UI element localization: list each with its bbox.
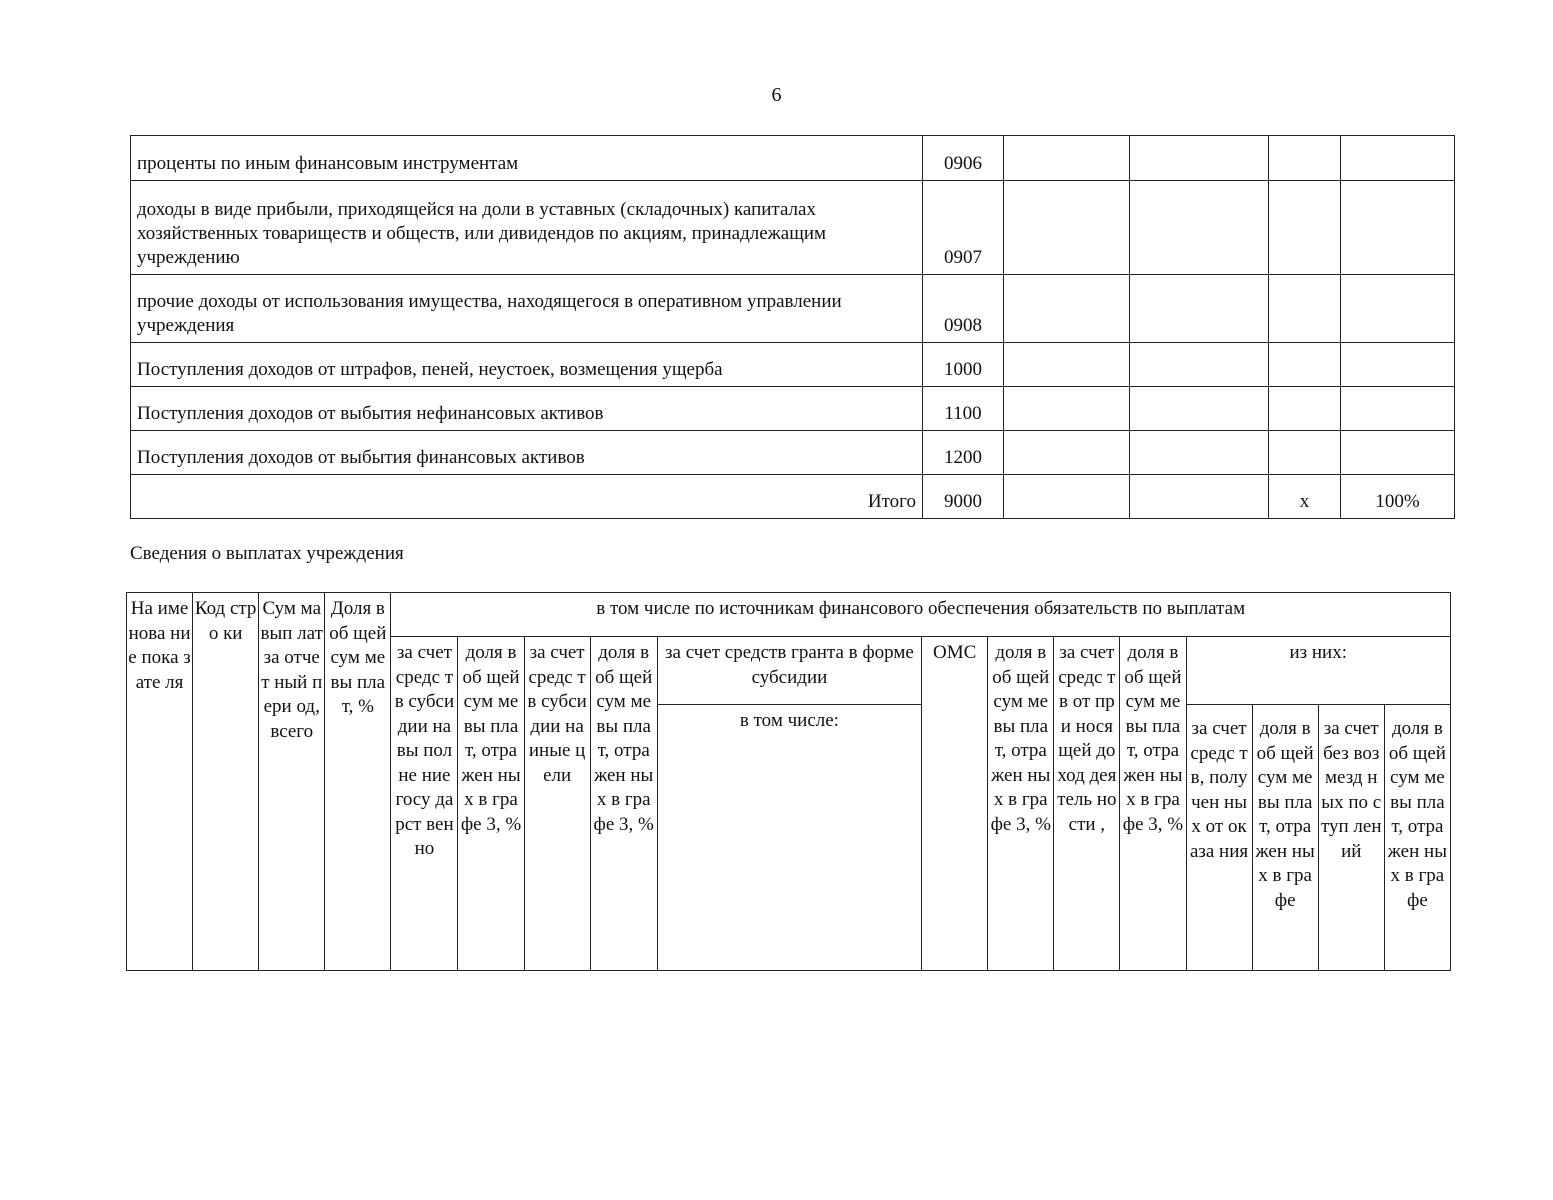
value-cell	[1004, 475, 1130, 519]
table-row	[131, 343, 1455, 387]
col-grant-including: в том числе:	[657, 705, 921, 971]
row-code: 0906	[923, 136, 1004, 181]
total-label: Итого	[131, 475, 923, 519]
row-code: 0908	[923, 275, 1004, 343]
value-cell	[1269, 181, 1341, 275]
table-row	[131, 387, 1455, 431]
table-row	[131, 431, 1455, 475]
value-cell	[1130, 431, 1269, 475]
value-cell	[1130, 343, 1269, 387]
header-row-1	[127, 593, 1451, 637]
value-cell	[1004, 275, 1130, 343]
value-cell	[1341, 343, 1455, 387]
value-cell	[1269, 387, 1341, 431]
value-cell	[1004, 181, 1130, 275]
col-payments-total: Сум ма вып лат за отчет ный пери од, всего	[259, 593, 325, 971]
row-name: прочие доходы от использования имущества, находящегося в оперативном управлении учреждения	[131, 275, 923, 343]
value-cell	[1004, 431, 1130, 475]
col-income-activity: за счет средс тв от при нося щей доход дея тель ности ,	[1054, 637, 1120, 971]
value-cell	[1004, 387, 1130, 431]
row-name: Поступления доходов от выбытия финансовых активов	[131, 431, 923, 475]
col-share-gratuitous: доля в об щей сум ме вы плат, отра жен ных в графе	[1384, 705, 1450, 971]
value-cell	[1130, 387, 1269, 431]
value-cell	[1269, 431, 1341, 475]
value-cell	[1004, 343, 1130, 387]
col-other-subsidy: за счет средс тв субси дии на иные цели	[524, 637, 590, 971]
col-share-oms: доля в об щей сум ме вы плат, отра жен ных в графе 3, %	[988, 637, 1054, 971]
col-of-them-group: из них:	[1186, 637, 1451, 705]
value-cell	[1269, 275, 1341, 343]
col-sources-group: в том числе по источникам финансового обеспечения обязательств по выплатам	[391, 593, 1451, 637]
income-table	[130, 135, 1455, 519]
row-name: проценты по иным финансовым инструментам	[131, 136, 923, 181]
value-cell	[1341, 136, 1455, 181]
value-cell	[1341, 431, 1455, 475]
value-cell	[1130, 136, 1269, 181]
row-code: 0907	[923, 181, 1004, 275]
value-cell	[1130, 275, 1269, 343]
value-cell	[1341, 275, 1455, 343]
col-line-code: Код стро ки	[193, 593, 259, 971]
value-cell	[1341, 387, 1455, 431]
table-row	[131, 275, 1455, 343]
payments-table	[126, 592, 1451, 971]
value-cell	[1130, 181, 1269, 275]
value-cell	[1269, 343, 1341, 387]
col-share-income-activity: доля в об щей сум ме вы плат, отра жен ных в графе 3, %	[1120, 637, 1186, 971]
col-share-other-subsidy: доля в об щей сум ме вы плат, отра жен ных в графе 3, %	[590, 637, 657, 971]
section-title: Сведения о выплатах учреждения	[130, 543, 404, 564]
value-cell	[1130, 475, 1269, 519]
row-name: Поступления доходов от штрафов, пеней, неустоек, возмещения ущерба	[131, 343, 923, 387]
col-indicator-name: На име нова ние пока зате ля	[127, 593, 193, 971]
col-share-services: доля в об щей сум ме вы плат, отра жен ных в графе	[1252, 705, 1318, 971]
col-services: за счет средс тв, полу чен ных от оказа ния	[1186, 705, 1252, 971]
row-code: 1200	[923, 431, 1004, 475]
value-cell	[1269, 136, 1341, 181]
total-code: 9000	[923, 475, 1004, 519]
col-share-state-subsidy: доля в об щей сум ме вы плат, отра жен ных в графе 3, %	[458, 637, 524, 971]
table-row	[131, 181, 1455, 275]
row-code: 1100	[923, 387, 1004, 431]
page-number: 6	[771, 84, 782, 106]
value-cell	[1341, 181, 1455, 275]
total-row	[131, 475, 1455, 519]
total-col6: 100%	[1341, 475, 1455, 519]
table-row	[131, 136, 1455, 181]
total-col5: x	[1269, 475, 1341, 519]
col-grant: за счет средств гранта в форме субсидии	[657, 637, 921, 705]
value-cell	[1004, 136, 1130, 181]
row-name: доходы в виде прибыли, приходящейся на доли в уставных (складочных) капиталах хозяйственных товариществ и обществ, или дивидендов по акциям, принадлежащим учреждению	[131, 181, 923, 275]
col-share-total: Доля в об щей сум ме вы плат, %	[325, 593, 391, 971]
row-code: 1000	[923, 343, 1004, 387]
row-name: Поступления доходов от выбытия нефинансовых активов	[131, 387, 923, 431]
col-state-subsidy: за счет средс тв субси дии на вы полне ние госу дарст венно	[391, 637, 458, 971]
col-oms: ОМС	[922, 637, 988, 971]
col-gratuitous: за счет без воз мезд ных по ступ лений	[1318, 705, 1384, 971]
